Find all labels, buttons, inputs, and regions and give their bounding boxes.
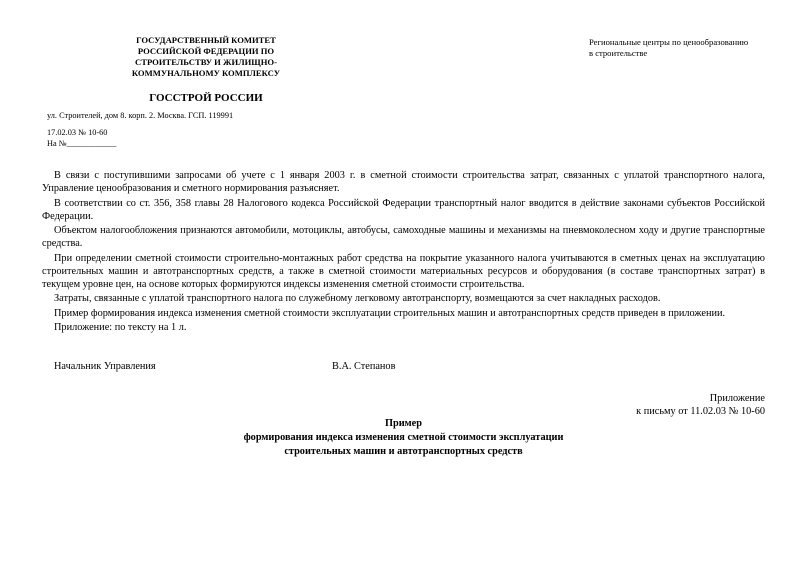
body-paragraph-6: Пример формирования индекса изменения сметной стоимости эксплуатации строительных машин и автотранспортных средств приведен в приложении. bbox=[54, 307, 726, 319]
org-name-line-2: РОССИЙСКОЙ ФЕДЕРАЦИИ ПО bbox=[137, 46, 275, 56]
letter-body bbox=[42, 169, 765, 336]
org-name-line-3: СТРОИТЕЛЬСТВУ И ЖИЛИЩНО- bbox=[135, 57, 277, 67]
reply-to-number: На №____________ bbox=[47, 139, 117, 148]
body-paragraph-2: В соответствии со ст. 356, 358 главы 28 Налогового кодекса Российской Федерации транспортный налог вводится в действие законами субъектов Российской Федерации. bbox=[42, 197, 765, 222]
body-paragraph-4: При определении сметной стоимости строительно-монтажных работ средства на покрытие указанного налога учитываются в сметных ценах на эксплуатацию строительных машин и автотранспортных средств, а также в сметной стоимости материальных ресурсов и оборудования (в составе транспортных затрат) в текущем уровне цен, на основе которых формируются индексы изменения сметной стоимости строительства. bbox=[42, 252, 765, 290]
appendix-subtitle-line-1: формирования индекса изменения сметной стоимости эксплуатации bbox=[243, 432, 564, 443]
letter-reference bbox=[47, 127, 116, 149]
body-paragraph-1: В связи с поступившими запросами об учете с 1 января 2003 г. в сметной стоимости строительства затрат, связанных с уплатой транспортного налога, Управление ценообразования и сметного нормирования разъясняет. bbox=[42, 170, 765, 194]
body-paragraph-3: Объектом налогообложения признаются автомобили, мотоциклы, автобусы, самоходные машины и механизмы на пневмоколесном ходу и другие транспортные средства. bbox=[42, 225, 765, 249]
signer-position: Начальник Управления bbox=[54, 361, 156, 372]
recipient-block bbox=[589, 37, 748, 59]
appendix-reference: к письму от 11.02.03 № 10-60 bbox=[636, 406, 765, 417]
org-address: ул. Строителей, дом 8. корп. 2. Москва. ГСП. 119991 bbox=[47, 111, 234, 120]
appendix-title-block bbox=[0, 417, 807, 459]
body-paragraph-5: Затраты, связанные с уплатой транспортного налога по служебному легковому автотранспорту, возмещаются за счет накладных расходов. bbox=[54, 293, 661, 304]
org-name-line-1: ГОСУДАРСТВЕННЫЙ КОМИТЕТ bbox=[136, 35, 276, 45]
appendix-label: Приложение bbox=[709, 393, 765, 404]
signer-name: В.А. Степанов bbox=[332, 361, 396, 372]
appendix-title: Пример bbox=[385, 418, 422, 429]
org-short-name: ГОССТРОЙ РОССИИ bbox=[149, 92, 263, 104]
attachment-note: Приложение: по тексту на 1 л. bbox=[54, 322, 187, 333]
appendix-header bbox=[636, 392, 765, 418]
org-name-line-4: КОММУНАЛЬНОМУ КОМПЛЕКСУ bbox=[131, 68, 281, 78]
recipient-line-2: в строительстве bbox=[589, 48, 648, 58]
recipient-line-1: Региональные центры по ценообразованию bbox=[589, 37, 749, 47]
letter-number: 17.02.03 № 10-60 bbox=[47, 128, 108, 137]
appendix-subtitle-line-2: строительных машин и автотранспортных средств bbox=[284, 446, 523, 457]
org-name-block bbox=[118, 35, 294, 79]
